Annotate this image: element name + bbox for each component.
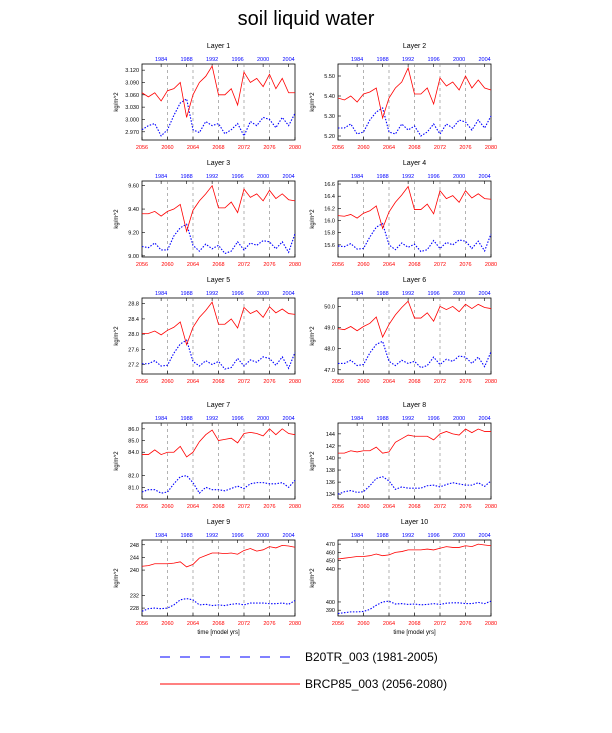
x-top-tick-label: 2004 bbox=[282, 57, 295, 63]
x-top-tick-label: 1992 bbox=[402, 416, 415, 422]
panel-title: Layer 8 bbox=[402, 402, 427, 409]
x-bottom-tick-label: 2080 bbox=[484, 621, 498, 627]
x-bottom-tick-label: 2068 bbox=[408, 379, 421, 385]
x-top-tick-label: 2000 bbox=[453, 57, 466, 63]
x-bottom-tick-label: 2064 bbox=[382, 379, 396, 385]
y-tick-label: 240 bbox=[129, 568, 139, 575]
y-tick-label: 82.0 bbox=[128, 473, 139, 480]
y-tick-label: 5.30 bbox=[324, 114, 335, 120]
x-top-tick-label: 2004 bbox=[282, 533, 295, 539]
x-bottom-tick-label: 2060 bbox=[357, 379, 370, 385]
x-bottom-tick-label: 2068 bbox=[212, 262, 225, 268]
y-tick-label: 450 bbox=[325, 558, 335, 565]
y-tick-label: 5.50 bbox=[324, 74, 335, 80]
x-top-tick-label: 1992 bbox=[402, 291, 415, 297]
y-tick-label: 3.120 bbox=[125, 68, 139, 75]
y-tick-label: 15.8 bbox=[324, 230, 335, 237]
y-tick-label: 84.0 bbox=[128, 450, 139, 457]
y-tick-label: 470 bbox=[325, 542, 335, 549]
x-bottom-tick-label: 2072 bbox=[433, 262, 447, 268]
x-bottom-tick-label: 2056 bbox=[331, 504, 345, 510]
x-top-tick-label: 2000 bbox=[257, 174, 270, 180]
panel-layer-7 bbox=[114, 402, 301, 510]
y-tick-label: 28.4 bbox=[128, 316, 139, 323]
panel-title: Layer 10 bbox=[400, 519, 429, 526]
x-top-tick-label: 1988 bbox=[180, 291, 193, 297]
x-top-tick-label: 2000 bbox=[453, 174, 466, 180]
y-tick-label: 47.0 bbox=[324, 367, 335, 374]
x-bottom-tick-label: 2076 bbox=[459, 504, 472, 510]
x-top-tick-label: 1984 bbox=[155, 174, 168, 180]
x-top-tick-label: 1992 bbox=[206, 416, 219, 422]
y-tick-label: 48.0 bbox=[324, 346, 335, 353]
y-axis-label: kg/m^2 bbox=[310, 568, 316, 588]
x-bottom-tick-label: 2076 bbox=[459, 621, 472, 627]
y-tick-label: 16.4 bbox=[324, 194, 335, 201]
x-bottom-tick-label: 2068 bbox=[212, 621, 225, 627]
panel-layer-4 bbox=[310, 160, 497, 268]
x-bottom-tick-label: 2080 bbox=[288, 262, 302, 268]
panel-title: Layer 9 bbox=[206, 519, 231, 526]
panel-title: Layer 1 bbox=[206, 43, 231, 50]
x-bottom-tick-label: 2060 bbox=[161, 379, 174, 385]
x-top-tick-label: 1988 bbox=[376, 533, 389, 539]
y-tick-label: 86.0 bbox=[128, 426, 139, 433]
x-top-tick-label: 1992 bbox=[402, 533, 415, 539]
series-line-brcp85 bbox=[338, 68, 491, 118]
x-top-tick-label: 1988 bbox=[376, 57, 389, 63]
y-axis-label: kg/m^2 bbox=[310, 209, 316, 229]
x-bottom-tick-label: 2060 bbox=[161, 504, 174, 510]
x-bottom-tick-label: 2060 bbox=[357, 262, 370, 268]
x-top-tick-label: 1996 bbox=[427, 533, 440, 539]
x-bottom-tick-label: 2072 bbox=[433, 145, 447, 151]
x-bottom-tick-label: 2076 bbox=[459, 262, 472, 268]
y-axis-label: kg/m^2 bbox=[114, 326, 120, 346]
x-top-tick-label: 1984 bbox=[351, 416, 364, 422]
y-tick-label: 142 bbox=[325, 443, 335, 450]
y-tick-label: 28.8 bbox=[128, 301, 139, 308]
y-axis-label: kg/m^2 bbox=[310, 451, 316, 471]
y-tick-label: 134 bbox=[325, 492, 335, 499]
panel-layer-8 bbox=[310, 402, 497, 510]
x-bottom-tick-label: 2064 bbox=[382, 145, 396, 151]
y-tick-label: 49.0 bbox=[324, 325, 335, 332]
x-top-tick-label: 1996 bbox=[427, 291, 440, 297]
x-top-tick-label: 1984 bbox=[351, 57, 364, 63]
panel-layer-1 bbox=[114, 43, 301, 151]
y-axis-label: kg/m^2 bbox=[114, 209, 120, 229]
x-bottom-tick-label: 2060 bbox=[357, 621, 370, 627]
y-tick-label: 400 bbox=[325, 599, 335, 606]
x-top-tick-label: 1984 bbox=[351, 174, 364, 180]
y-tick-label: 244 bbox=[129, 555, 139, 562]
x-bottom-tick-label: 2056 bbox=[331, 262, 345, 268]
x-axis-label: time [model yrs] bbox=[197, 630, 240, 636]
x-top-tick-label: 1988 bbox=[180, 416, 193, 422]
x-bottom-tick-label: 2060 bbox=[357, 145, 370, 151]
x-top-tick-label: 2000 bbox=[453, 291, 466, 297]
x-bottom-tick-label: 2080 bbox=[288, 621, 302, 627]
x-top-tick-label: 2004 bbox=[478, 291, 491, 297]
x-bottom-tick-label: 2068 bbox=[408, 145, 421, 151]
x-top-tick-label: 2000 bbox=[257, 57, 270, 63]
x-top-tick-label: 1988 bbox=[376, 291, 389, 297]
x-bottom-tick-label: 2068 bbox=[212, 379, 225, 385]
x-bottom-tick-label: 2076 bbox=[459, 145, 472, 151]
x-bottom-tick-label: 2072 bbox=[433, 504, 447, 510]
legend-label-b20tr: B20TR_003 (1981-2005) bbox=[305, 650, 438, 664]
y-tick-label: 9.60 bbox=[128, 183, 139, 190]
y-tick-label: 16.2 bbox=[324, 206, 335, 213]
x-bottom-tick-label: 2056 bbox=[135, 621, 149, 627]
x-top-tick-label: 1988 bbox=[376, 174, 389, 180]
y-tick-label: 9.40 bbox=[128, 207, 139, 214]
y-axis-label: kg/m^2 bbox=[114, 568, 120, 588]
x-bottom-tick-label: 2056 bbox=[135, 504, 149, 510]
x-axis-label: time [model yrs] bbox=[393, 630, 436, 636]
x-top-tick-label: 1988 bbox=[180, 533, 193, 539]
x-bottom-tick-label: 2068 bbox=[408, 504, 421, 510]
y-tick-label: 460 bbox=[325, 550, 335, 557]
x-bottom-tick-label: 2080 bbox=[484, 379, 498, 385]
x-top-tick-label: 1996 bbox=[427, 57, 440, 63]
x-bottom-tick-label: 2056 bbox=[135, 379, 149, 385]
x-bottom-tick-label: 2072 bbox=[237, 504, 251, 510]
x-bottom-tick-label: 2076 bbox=[263, 262, 276, 268]
y-tick-label: 390 bbox=[325, 608, 335, 615]
x-bottom-tick-label: 2080 bbox=[484, 262, 498, 268]
y-tick-label: 85.0 bbox=[128, 438, 139, 445]
x-bottom-tick-label: 2080 bbox=[484, 504, 498, 510]
x-top-tick-label: 1988 bbox=[180, 57, 193, 63]
y-axis-label: kg/m^2 bbox=[114, 451, 120, 471]
x-top-tick-label: 1996 bbox=[231, 174, 244, 180]
y-tick-label: 232 bbox=[129, 593, 139, 600]
x-top-tick-label: 1992 bbox=[206, 174, 219, 180]
y-tick-label: 27.2 bbox=[128, 362, 139, 369]
x-top-tick-label: 1988 bbox=[376, 416, 389, 422]
x-bottom-tick-label: 2076 bbox=[263, 379, 276, 385]
x-top-tick-label: 2004 bbox=[478, 416, 491, 422]
y-tick-label: 138 bbox=[325, 468, 335, 475]
legend-sample-blue bbox=[160, 652, 300, 662]
x-top-tick-label: 2000 bbox=[453, 416, 466, 422]
x-bottom-tick-label: 2064 bbox=[186, 621, 200, 627]
x-top-tick-label: 1992 bbox=[402, 174, 415, 180]
x-bottom-tick-label: 2076 bbox=[263, 145, 276, 151]
y-tick-label: 28.0 bbox=[128, 332, 139, 339]
y-tick-label: 27.6 bbox=[128, 347, 139, 354]
panel-layer-10 bbox=[310, 519, 497, 636]
x-bottom-tick-label: 2064 bbox=[186, 145, 200, 151]
y-tick-label: 5.20 bbox=[324, 134, 335, 140]
y-tick-label: 228 bbox=[129, 606, 139, 613]
x-top-tick-label: 1996 bbox=[231, 291, 244, 297]
panel-title: Layer 3 bbox=[206, 160, 231, 167]
panel-title: Layer 2 bbox=[402, 43, 427, 50]
x-bottom-tick-label: 2068 bbox=[408, 621, 421, 627]
y-tick-label: 16.0 bbox=[324, 218, 335, 225]
panel-layer-5 bbox=[114, 277, 301, 385]
x-bottom-tick-label: 2068 bbox=[212, 145, 225, 151]
x-bottom-tick-label: 2064 bbox=[186, 379, 200, 385]
y-tick-label: 144 bbox=[325, 431, 335, 438]
x-top-tick-label: 2000 bbox=[453, 533, 466, 539]
x-bottom-tick-label: 2060 bbox=[357, 504, 370, 510]
x-top-tick-label: 2000 bbox=[257, 533, 270, 539]
x-bottom-tick-label: 2080 bbox=[288, 145, 302, 151]
x-bottom-tick-label: 2064 bbox=[186, 262, 200, 268]
x-bottom-tick-label: 2056 bbox=[331, 145, 345, 151]
x-top-tick-label: 1992 bbox=[402, 57, 415, 63]
x-top-tick-label: 1996 bbox=[427, 416, 440, 422]
x-bottom-tick-label: 2056 bbox=[331, 379, 345, 385]
x-top-tick-label: 1984 bbox=[351, 291, 364, 297]
panel-layer-2 bbox=[310, 43, 497, 151]
panel-title: Layer 6 bbox=[402, 277, 427, 284]
x-bottom-tick-label: 2064 bbox=[186, 504, 200, 510]
x-bottom-tick-label: 2076 bbox=[459, 379, 472, 385]
y-tick-label: 248 bbox=[129, 542, 139, 549]
legend-label-brcp85: BRCP85_003 (2056-2080) bbox=[305, 677, 448, 691]
y-tick-label: 50.0 bbox=[324, 304, 335, 311]
y-tick-label: 9.00 bbox=[128, 253, 139, 260]
x-top-tick-label: 1992 bbox=[206, 291, 219, 297]
x-bottom-tick-label: 2068 bbox=[408, 262, 421, 268]
x-bottom-tick-label: 2064 bbox=[382, 504, 396, 510]
x-bottom-tick-label: 2064 bbox=[382, 621, 396, 627]
x-top-tick-label: 1996 bbox=[231, 416, 244, 422]
x-bottom-tick-label: 2072 bbox=[237, 262, 251, 268]
x-top-tick-label: 2004 bbox=[478, 57, 491, 63]
x-bottom-tick-label: 2072 bbox=[433, 621, 447, 627]
panel-layer-6 bbox=[310, 277, 497, 385]
x-top-tick-label: 2004 bbox=[282, 291, 295, 297]
x-bottom-tick-label: 2060 bbox=[161, 262, 174, 268]
x-top-tick-label: 1992 bbox=[206, 533, 219, 539]
x-top-tick-label: 1984 bbox=[155, 533, 168, 539]
x-top-tick-label: 1996 bbox=[231, 57, 244, 63]
y-axis-label: kg/m^2 bbox=[114, 92, 120, 112]
x-bottom-tick-label: 2072 bbox=[237, 379, 251, 385]
x-bottom-tick-label: 2064 bbox=[382, 262, 396, 268]
x-top-tick-label: 1984 bbox=[155, 291, 168, 297]
panel-title: Layer 7 bbox=[206, 402, 231, 409]
panel-title: Layer 4 bbox=[402, 160, 427, 167]
x-top-tick-label: 2004 bbox=[478, 174, 491, 180]
y-tick-label: 2.970 bbox=[125, 129, 139, 136]
x-top-tick-label: 1984 bbox=[351, 533, 364, 539]
x-bottom-tick-label: 2056 bbox=[135, 262, 149, 268]
y-tick-label: 140 bbox=[325, 455, 335, 462]
x-top-tick-label: 2000 bbox=[257, 416, 270, 422]
x-bottom-tick-label: 2072 bbox=[237, 621, 251, 627]
x-bottom-tick-label: 2060 bbox=[161, 621, 174, 627]
y-tick-label: 5.40 bbox=[324, 94, 335, 100]
x-bottom-tick-label: 2072 bbox=[237, 145, 251, 151]
x-bottom-tick-label: 2076 bbox=[263, 504, 276, 510]
y-tick-label: 3.030 bbox=[125, 105, 139, 112]
series-line-brcp85 bbox=[142, 66, 295, 117]
x-top-tick-label: 2004 bbox=[282, 416, 295, 422]
x-bottom-tick-label: 2060 bbox=[161, 145, 174, 151]
page-title: soil liquid water bbox=[237, 8, 375, 30]
x-bottom-tick-label: 2056 bbox=[135, 145, 149, 151]
y-tick-label: 3.000 bbox=[125, 117, 139, 124]
x-top-tick-label: 1996 bbox=[427, 174, 440, 180]
y-tick-label: 3.060 bbox=[125, 92, 139, 99]
y-tick-label: 3.090 bbox=[125, 80, 139, 87]
y-tick-label: 81.0 bbox=[128, 485, 139, 492]
x-top-tick-label: 1988 bbox=[180, 174, 193, 180]
y-tick-label: 440 bbox=[325, 566, 335, 573]
x-top-tick-label: 1992 bbox=[206, 57, 219, 63]
x-bottom-tick-label: 2080 bbox=[288, 504, 302, 510]
x-top-tick-label: 1996 bbox=[231, 533, 244, 539]
series-line-brcp85 bbox=[142, 302, 295, 345]
y-axis-label: kg/m^2 bbox=[310, 326, 316, 346]
x-top-tick-label: 1984 bbox=[155, 57, 168, 63]
y-tick-label: 136 bbox=[325, 480, 335, 487]
y-tick-label: 9.20 bbox=[128, 230, 139, 237]
x-top-tick-label: 2004 bbox=[282, 174, 295, 180]
x-bottom-tick-label: 2076 bbox=[263, 621, 276, 627]
y-tick-label: 15.6 bbox=[324, 242, 335, 249]
x-bottom-tick-label: 2080 bbox=[288, 379, 302, 385]
panel-layer-3 bbox=[114, 160, 301, 268]
x-bottom-tick-label: 2056 bbox=[331, 621, 345, 627]
x-top-tick-label: 1984 bbox=[155, 416, 168, 422]
x-top-tick-label: 2000 bbox=[257, 291, 270, 297]
y-axis-label: kg/m^2 bbox=[310, 92, 316, 112]
y-tick-label: 16.6 bbox=[324, 182, 335, 189]
x-bottom-tick-label: 2068 bbox=[212, 504, 225, 510]
x-bottom-tick-label: 2080 bbox=[484, 145, 498, 151]
x-bottom-tick-label: 2072 bbox=[433, 379, 447, 385]
x-top-tick-label: 2004 bbox=[478, 533, 491, 539]
legend-sample-red bbox=[160, 679, 300, 689]
panel-layer-9 bbox=[114, 519, 301, 636]
panel-title: Layer 5 bbox=[206, 277, 231, 284]
